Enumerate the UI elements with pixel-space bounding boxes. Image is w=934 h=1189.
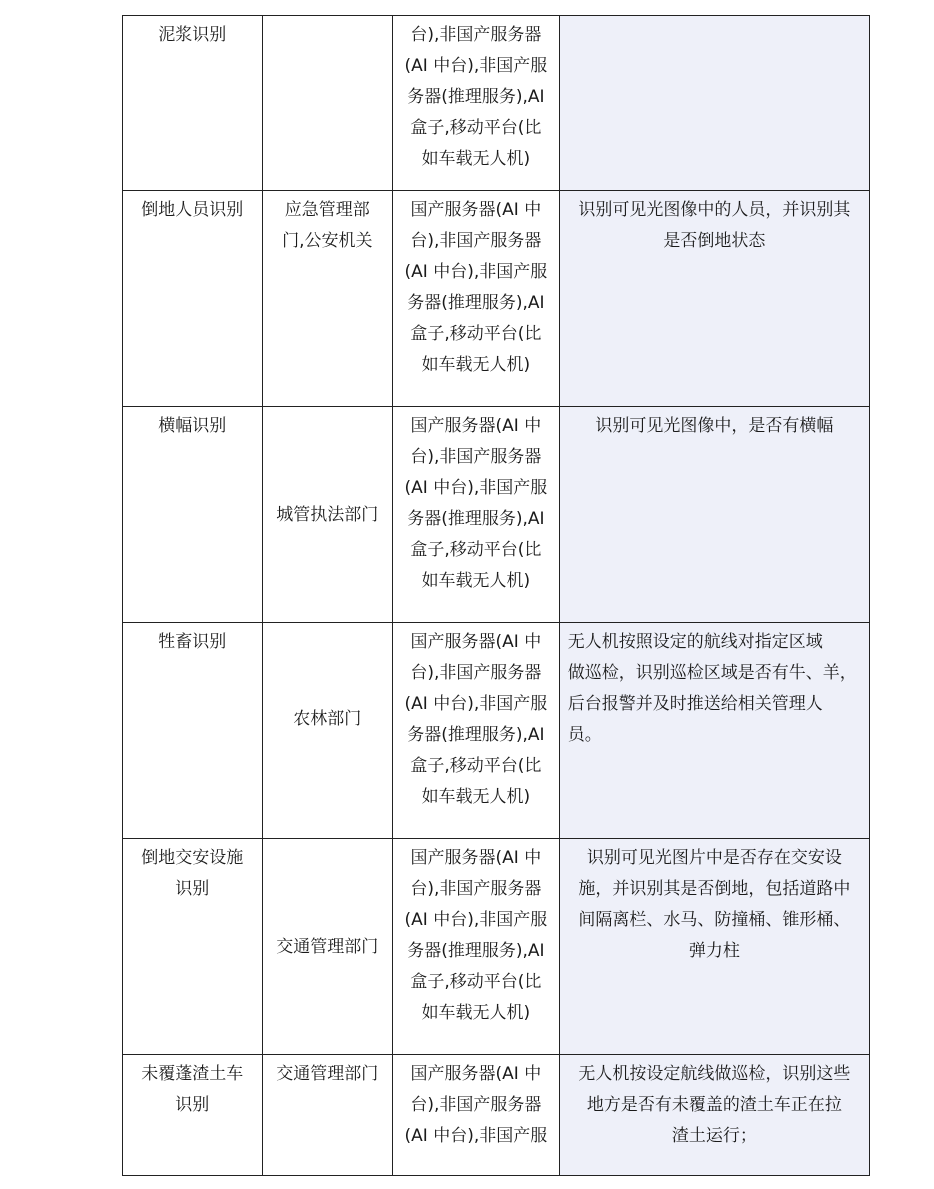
- cell-text: 国产服务器(AI 中: [410, 1064, 542, 1084]
- cell-text: (AI 中台),非国产服: [404, 1126, 548, 1146]
- table-row: [123, 407, 870, 623]
- table-row: [123, 1055, 870, 1176]
- cell-text: 识别可见光图像中的人员，并识别其: [578, 200, 851, 220]
- cell-text: 无人机按设定航线做巡检，识别这些: [578, 1064, 851, 1084]
- cell-text: 国产服务器(AI 中: [410, 200, 542, 220]
- recognition-name-cell: [123, 1055, 263, 1176]
- deployment-cell: [393, 407, 560, 623]
- department-cell: [262, 623, 393, 839]
- description-cell: [559, 407, 869, 623]
- cell-text: 间隔离栏、水马、防撞桶、锥形桶、: [578, 910, 851, 930]
- cell-text: 盒子,移动平台(比: [410, 540, 542, 560]
- cell-text: 台),非国产服务器: [410, 447, 542, 467]
- capability-table: [122, 15, 870, 1176]
- cell-text: 盒子,移动平台(比: [410, 756, 542, 776]
- cell-text: 城管执法部门: [276, 505, 379, 525]
- cell-text: 务器(推理服务),AI: [407, 293, 545, 313]
- cell-text: 识别可见光图片中是否存在交安设: [586, 848, 842, 868]
- cell-text: 农林部门: [293, 709, 362, 729]
- cell-text: 交通管理部门: [276, 1064, 379, 1084]
- cell-text: 如车载无人机): [421, 149, 531, 169]
- cell-text: 施，并识别其是否倒地，包括道路中: [578, 879, 851, 899]
- cell-text: 应急管理部: [284, 200, 370, 220]
- recognition-name-cell: [123, 16, 263, 191]
- table-row: [123, 839, 870, 1055]
- cell-text: 台),非国产服务器: [410, 25, 542, 45]
- cell-text: 识别: [175, 1095, 210, 1115]
- cell-text: 无人机按照设定的航线对指定区域: [567, 632, 823, 652]
- cell-text: 做巡检，识别巡检区域是否有牛、羊，: [567, 663, 857, 683]
- cell-text: (AI 中台),非国产服: [404, 262, 548, 282]
- cell-text: 盒子,移动平台(比: [410, 118, 542, 138]
- cell-text: 泥浆识别: [158, 25, 227, 45]
- cell-text: 如车载无人机): [421, 571, 531, 591]
- deployment-cell: [393, 16, 560, 191]
- cell-text: 务器(推理服务),AI: [407, 725, 545, 745]
- deployment-cell: [393, 623, 560, 839]
- cell-text: 倒地交安设施: [141, 848, 244, 868]
- cell-text: 地方是否有未覆盖的渣土车正在拉: [586, 1095, 842, 1115]
- description-cell: [559, 191, 869, 407]
- cell-text: 国产服务器(AI 中: [410, 632, 542, 652]
- deployment-cell: [393, 1055, 560, 1176]
- department-cell: [262, 839, 393, 1055]
- department-cell: [262, 191, 393, 407]
- cell-text: 牲畜识别: [158, 632, 227, 652]
- cell-text: 后台报警并及时推送给相关管理人: [567, 694, 823, 714]
- cell-text: 盒子,移动平台(比: [410, 972, 542, 992]
- cell-text: 横幅识别: [158, 416, 227, 436]
- recognition-name-cell: [123, 191, 263, 407]
- description-cell: [559, 839, 869, 1055]
- cell-text: 如车载无人机): [421, 787, 531, 807]
- cell-text: 台),非国产服务器: [410, 1095, 542, 1115]
- recognition-name-cell: [123, 407, 263, 623]
- table-row: [123, 191, 870, 407]
- cell-text: 弹力柱: [688, 941, 740, 961]
- cell-text: 务器(推理服务),AI: [407, 87, 545, 107]
- department-cell: [262, 16, 393, 191]
- description-cell: [559, 1055, 869, 1176]
- deployment-cell: [393, 191, 560, 407]
- cell-text: 渣土运行；: [671, 1126, 757, 1146]
- cell-text: 是否倒地状态: [663, 231, 766, 251]
- recognition-name-cell: [123, 623, 263, 839]
- table-row: [123, 623, 870, 839]
- cell-text: (AI 中台),非国产服: [404, 56, 548, 76]
- cell-text: 国产服务器(AI 中: [410, 416, 542, 436]
- cell-text: (AI 中台),非国产服: [404, 910, 548, 930]
- cell-text: 员。: [567, 725, 602, 745]
- cell-text: 交通管理部门: [276, 937, 379, 957]
- department-cell: [262, 1055, 393, 1176]
- table-row: [123, 16, 870, 191]
- cell-text: 务器(推理服务),AI: [407, 941, 545, 961]
- cell-text: 台),非国产服务器: [410, 663, 542, 683]
- cell-text: 国产服务器(AI 中: [410, 848, 542, 868]
- deployment-cell: [393, 839, 560, 1055]
- description-cell: [559, 623, 869, 839]
- cell-text: 识别可见光图像中，是否有横幅: [595, 416, 834, 436]
- cell-text: 门,公安机关: [282, 231, 373, 251]
- cell-text: (AI 中台),非国产服: [404, 478, 548, 498]
- cell-text: 台),非国产服务器: [410, 879, 542, 899]
- cell-text: 盒子,移动平台(比: [410, 324, 542, 344]
- cell-text: 台),非国产服务器: [410, 231, 542, 251]
- cell-text: (AI 中台),非国产服: [404, 694, 548, 714]
- cell-text: 未覆蓬渣土车: [141, 1064, 244, 1084]
- department-cell: [262, 407, 393, 623]
- cell-text: 务器(推理服务),AI: [407, 509, 545, 529]
- cell-text: 如车载无人机): [421, 1003, 531, 1023]
- cell-text: 倒地人员识别: [141, 200, 244, 220]
- cell-text: 识别: [175, 879, 210, 899]
- recognition-name-cell: [123, 839, 263, 1055]
- cell-text: 如车载无人机): [421, 355, 531, 375]
- description-cell: [559, 16, 869, 191]
